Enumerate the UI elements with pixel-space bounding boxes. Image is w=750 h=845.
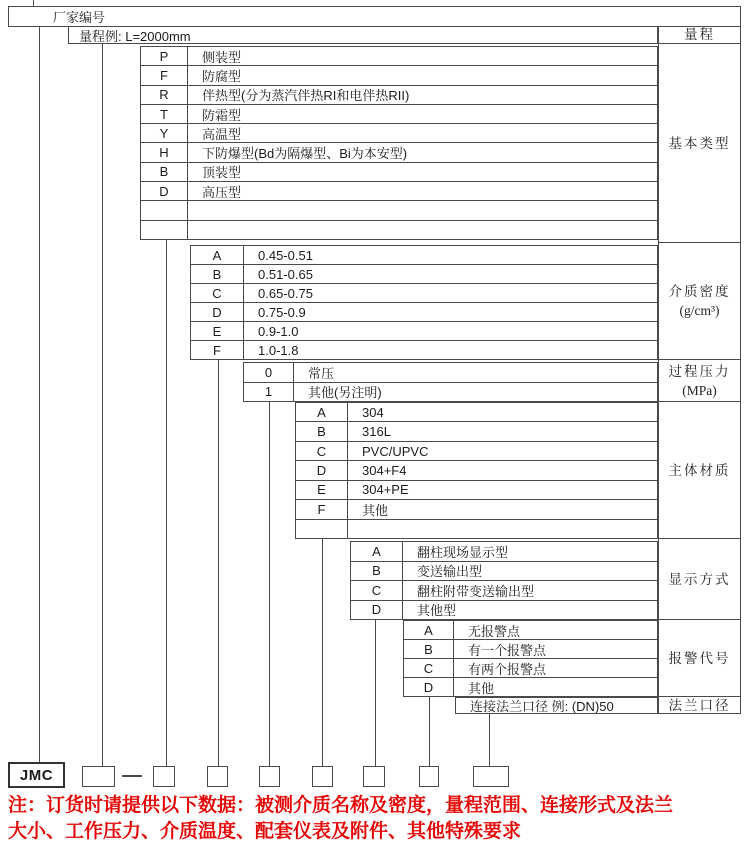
table-row	[141, 220, 657, 239]
value-cell: 1.0-1.8	[258, 342, 299, 358]
code-cell: B	[191, 265, 244, 283]
value-cell: 其他	[468, 680, 495, 696]
dash-separator	[122, 775, 142, 777]
code-cell: Y	[141, 124, 188, 142]
table-row	[351, 600, 657, 620]
table-row	[141, 65, 657, 84]
value-cell: 其他(另注明)	[308, 385, 382, 401]
table-row	[191, 283, 657, 302]
table-row	[191, 246, 657, 264]
code-cell: T	[141, 105, 188, 123]
code-box-alarm	[419, 766, 439, 787]
value-cell: PVC/UPVC	[362, 443, 429, 459]
category-cell-body-material	[658, 402, 741, 539]
category-cell-process-pressure	[658, 360, 741, 402]
category-cell-alarm-code	[658, 620, 741, 697]
code-cell: F	[141, 66, 188, 84]
ordering-note-line1: 注：订货时请提供以下数据：被测介质名称及密度，量程范围、连接形式及法兰	[8, 795, 674, 816]
table-row	[141, 104, 657, 123]
connector-line-display	[375, 620, 376, 766]
category-sublabel: (g/cm³)	[679, 303, 720, 318]
table-row	[191, 302, 657, 321]
category-label: 过程压力	[668, 363, 731, 379]
value-cell: 有两个报警点	[468, 661, 547, 677]
value-cell	[188, 201, 657, 219]
connector-line-pressure	[269, 402, 270, 766]
value-cell	[348, 520, 657, 538]
code-cell	[296, 520, 348, 538]
code-cell: B	[141, 163, 188, 181]
table-row	[456, 698, 657, 713]
code-cell: B	[351, 562, 403, 581]
code-cell: B	[296, 422, 348, 440]
code-cell: C	[296, 442, 348, 460]
table-row	[404, 621, 657, 639]
value-cell: 变送输出型	[417, 564, 483, 580]
table-row	[244, 363, 657, 382]
code-cell: 1	[244, 383, 294, 402]
value-cell: 高压型	[202, 184, 242, 200]
display-mode-table	[350, 541, 658, 620]
category-cell-medium-density	[658, 243, 741, 360]
code-cell: C	[191, 284, 244, 302]
table-row	[404, 658, 657, 677]
table-row	[296, 480, 657, 499]
code-cell: D	[191, 303, 244, 321]
value-cell: 304+PE	[362, 482, 409, 498]
table-row	[296, 441, 657, 460]
category-label: 基本类型	[668, 135, 731, 151]
model-code-label: JMC	[19, 766, 54, 784]
table-row	[351, 561, 657, 581]
value-cell: 0.45-0.51	[258, 247, 313, 263]
code-box-density	[207, 766, 228, 787]
code-cell: A	[351, 542, 403, 561]
basic-type-table	[140, 46, 658, 240]
flange-size-table	[455, 697, 658, 714]
code-cell: C	[404, 659, 454, 677]
category-label: 报警代号	[668, 650, 731, 666]
value-cell	[188, 221, 657, 239]
table-row	[141, 162, 657, 181]
value-cell: 其他	[362, 502, 389, 518]
code-box-range	[82, 766, 115, 787]
value-cell: 无报警点	[468, 623, 521, 639]
code-cell: D	[296, 461, 348, 479]
value-cell: 下防爆型(Bd为隔爆型、Bi为本安型)	[202, 146, 408, 162]
code-cell: B	[404, 640, 454, 658]
table-row	[191, 340, 657, 359]
table-row	[404, 677, 657, 696]
value-cell: 常压	[308, 365, 335, 381]
value-cell: 防霜型	[202, 107, 242, 123]
body-material-table	[295, 402, 658, 539]
table-row	[296, 403, 657, 421]
table-row	[296, 421, 657, 440]
value-cell: 0.51-0.65	[258, 266, 313, 282]
connector-line-flange	[489, 714, 490, 766]
table-row	[351, 542, 657, 561]
table-row	[296, 519, 657, 538]
code-box-basic-type	[153, 766, 175, 787]
value-cell: 316L	[362, 424, 391, 440]
table-row	[296, 499, 657, 518]
category-cell-display-mode	[658, 539, 741, 620]
connector-line-range	[102, 44, 103, 766]
category-cell-flange-size	[658, 697, 741, 714]
code-cell: P	[141, 47, 188, 65]
value-cell: 0.75-0.9	[258, 304, 306, 320]
code-cell	[141, 201, 188, 219]
range-example-cell	[68, 26, 658, 44]
category-label: 显示方式	[668, 571, 731, 587]
code-cell: E	[191, 322, 244, 340]
code-cell: R	[141, 86, 188, 104]
table-row	[141, 200, 657, 219]
code-cell: A	[296, 403, 348, 421]
connector-line-density	[218, 360, 219, 766]
category-label: 主体材质	[668, 462, 731, 478]
table-row	[191, 264, 657, 283]
table-row	[404, 639, 657, 658]
value-cell: 连接法兰口径 例: (DN)50	[470, 699, 614, 713]
value-cell: 304	[362, 404, 384, 420]
connector-line-basic-type	[166, 240, 167, 766]
table-row	[141, 142, 657, 161]
category-label: 介质密度	[668, 284, 731, 299]
code-cell: D	[404, 678, 454, 696]
code-cell: E	[296, 481, 348, 499]
ordering-note	[8, 793, 748, 845]
value-cell: 304+F4	[362, 462, 407, 478]
code-box-pressure	[259, 766, 280, 787]
code-cell: H	[141, 143, 188, 161]
code-cell: F	[191, 341, 244, 359]
connector-line-material	[322, 539, 323, 766]
value-cell: 高温型	[202, 126, 242, 142]
ordering-note-line2: 大小、工作压力、介质温度、配套仪表及附件、其他特殊要求	[8, 821, 522, 842]
table-row	[296, 460, 657, 479]
code-box-material	[312, 766, 333, 787]
table-row	[141, 123, 657, 142]
value-cell: 0.9-1.0	[258, 323, 299, 339]
table-row	[191, 321, 657, 340]
value-cell: 顶装型	[202, 165, 242, 181]
medium-density-table	[190, 245, 658, 360]
table-row	[141, 85, 657, 104]
category-sublabel: (MPa)	[682, 382, 717, 398]
value-cell: 有一个报警点	[468, 642, 547, 658]
value-cell: 0.65-0.75	[258, 285, 313, 301]
code-cell: D	[141, 182, 188, 200]
category-cell-basic-type	[658, 44, 741, 243]
code-cell: A	[191, 246, 244, 264]
table-row	[351, 580, 657, 600]
model-code-box	[8, 762, 65, 788]
code-cell: 0	[244, 363, 294, 382]
code-box-display	[363, 766, 385, 787]
value-cell: 侧装型	[202, 49, 242, 65]
code-cell: F	[296, 500, 348, 518]
code-cell	[141, 221, 188, 239]
process-pressure-table	[243, 362, 658, 402]
table-row	[141, 181, 657, 200]
category-label: 法兰口径	[668, 697, 731, 713]
range-example-label: 量程例: L=2000mm	[79, 28, 191, 44]
table-row	[141, 47, 657, 65]
connector-line-alarm	[429, 697, 430, 766]
category-label: 量程	[684, 27, 715, 42]
value-cell: 其他型	[417, 603, 457, 619]
code-cell: D	[351, 601, 403, 620]
value-cell: 翻柱附带变送输出型	[417, 583, 535, 599]
value-cell: 翻柱现场显示型	[417, 544, 509, 560]
category-cell-range	[658, 26, 741, 44]
alarm-code-table	[403, 620, 658, 697]
value-cell: 防腐型	[202, 68, 242, 84]
code-cell: A	[404, 621, 454, 639]
code-box-flange	[473, 766, 509, 787]
code-cell: C	[351, 581, 403, 600]
manufacturer-number-label: 厂家编号	[53, 10, 106, 25]
manufacturer-number-cell	[8, 6, 741, 27]
value-cell: 伴热型(分为蒸汽伴热RI和电伴热RII)	[202, 88, 410, 104]
table-row	[244, 382, 657, 402]
connector-line-manufacturer	[39, 26, 40, 762]
